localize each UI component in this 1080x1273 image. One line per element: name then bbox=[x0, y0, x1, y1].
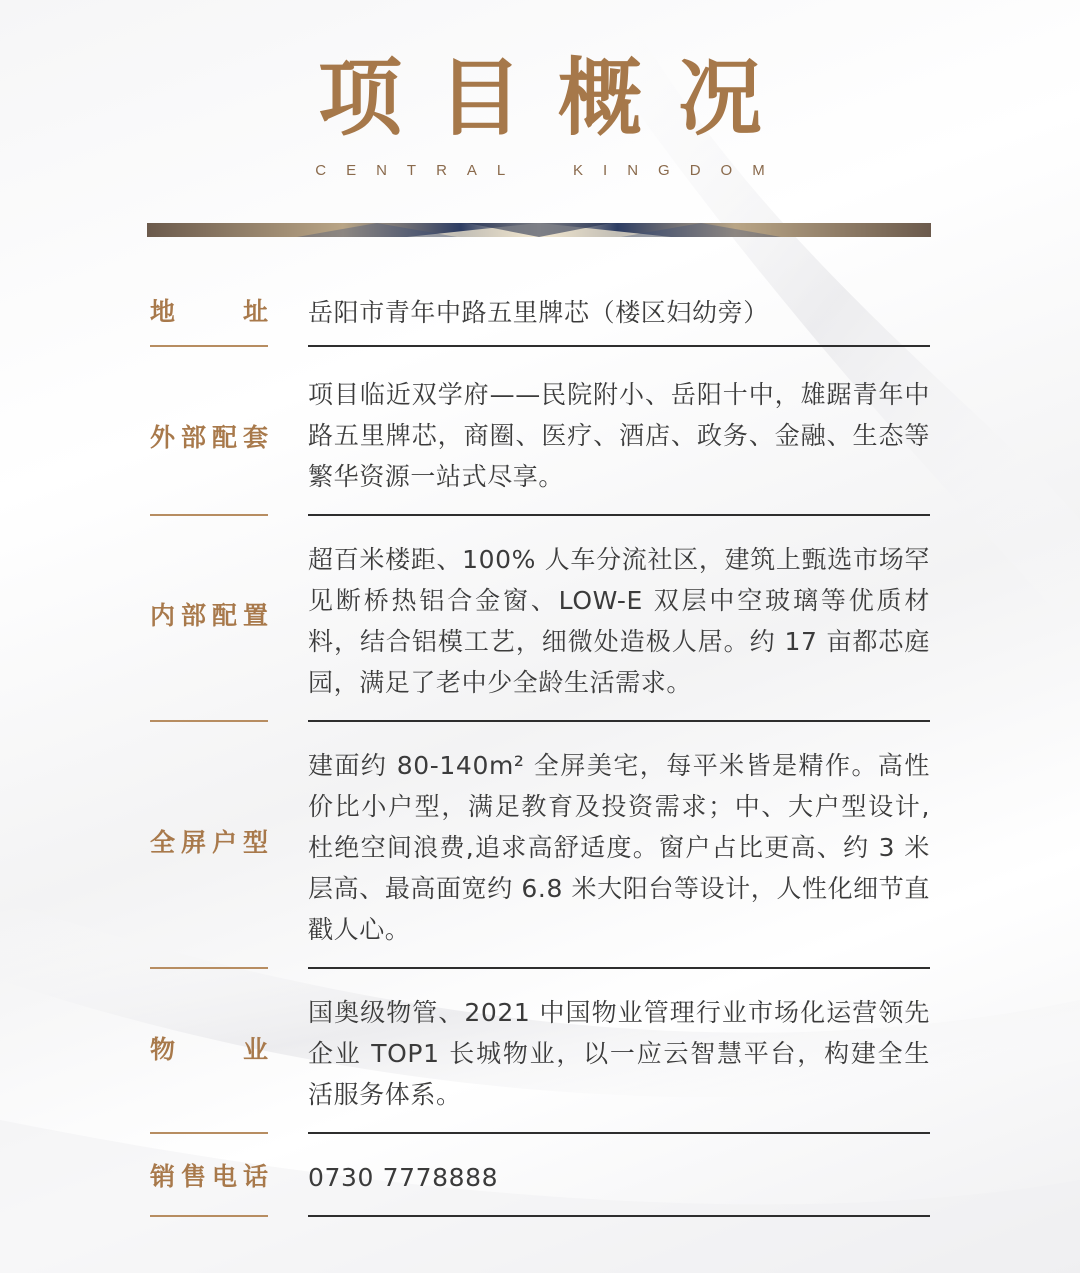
address-label: 地址 bbox=[150, 297, 268, 326]
page-subtitle: CENTRAL KINGDOM bbox=[315, 162, 785, 179]
divider-left bbox=[150, 514, 268, 516]
divider-left bbox=[150, 345, 268, 347]
property-management-label: 物业 bbox=[150, 1035, 268, 1064]
divider-right bbox=[308, 1215, 930, 1217]
internal-configuration-label: 内部配置 bbox=[150, 601, 268, 630]
divider-right bbox=[308, 1132, 930, 1134]
internal-configuration-text: 超百米楼距、100% 人车分流社区，建筑上甄选市场罕见断桥热铝合金窗、LOW-E 双层中空玻璃等优质材料，结合铝模工艺，细微处造极人居。约 17 亩都芯庭园，满足了老中少全龄生活需求。 bbox=[308, 545, 930, 697]
divider-right bbox=[308, 345, 930, 347]
page-title: 项目概况 bbox=[317, 48, 798, 147]
divider-right bbox=[308, 514, 930, 516]
divider-right bbox=[308, 967, 930, 969]
divider-left bbox=[150, 720, 268, 722]
floorplan-text: 建面约 80-140m² 全屏美宅，每平米皆是精作。高性价比小户型，满足教育及投资需求；中、大户型设计,杜绝空间浪费,追求高舒适度。窗户占比更高、约 3 米层高、最高面宽约 6.8 米大阳台等设计，人性化细节直戳人心。 bbox=[308, 751, 930, 944]
divider-left bbox=[150, 1132, 268, 1134]
floorplan-label: 全屏户型 bbox=[150, 828, 268, 857]
property-management-text: 国奥级物管、2021 中国物业管理行业市场化运营领先企业 TOP1 长城物业，以一应云智慧平台，构建全生活服务体系。 bbox=[308, 998, 930, 1109]
external-facilities-label: 外部配套 bbox=[150, 423, 268, 452]
divider-right bbox=[308, 720, 930, 722]
divider-left bbox=[150, 1215, 268, 1217]
external-facilities-text: 项目临近双学府——民院附小、岳阳十中，雄踞青年中路五里牌芯，商圈、医疗、酒店、政务、金融、生态等繁华资源一站式尽享。 bbox=[308, 380, 930, 491]
sales-phone-label: 销售电话 bbox=[150, 1162, 268, 1191]
address-text: 岳阳市青年中路五里牌芯（楼区妇幼旁） bbox=[308, 298, 769, 327]
divider-left bbox=[150, 967, 268, 969]
sales-phone-text[interactable]: 0730 7778888 bbox=[308, 1163, 499, 1192]
decorative-bar bbox=[147, 223, 931, 237]
